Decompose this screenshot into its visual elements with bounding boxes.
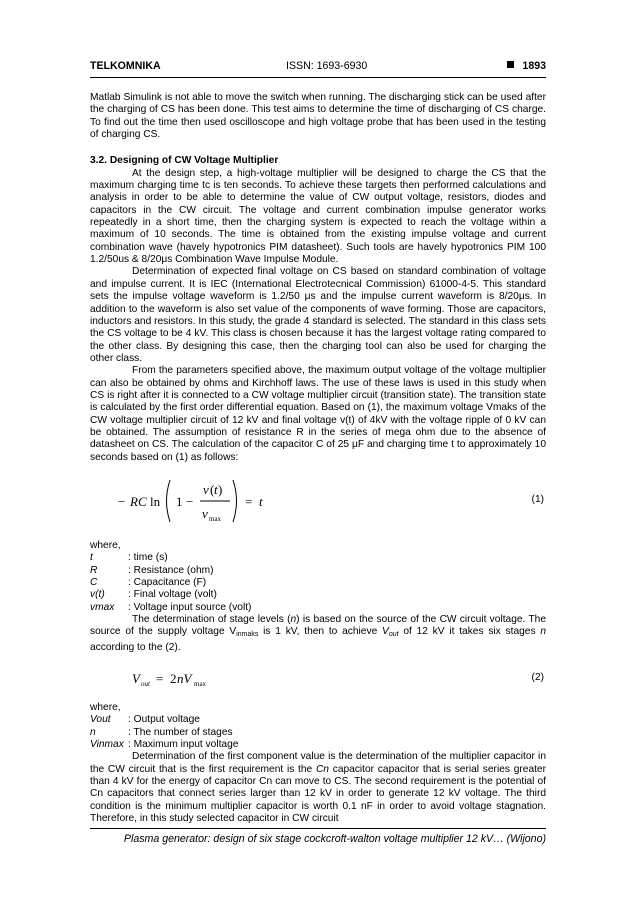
paragraph: At the design step, a high-voltage multiplier will be designed to charge the CS that the maximum charging time tc is ten seconds. To achieve these targets then performed calculations and analysis in order to be able to determine the value of CW output voltage, resistors, diodes and capacitors in the CW circuit. The voltage and current combination impulse generator works repeatedly in a short time, then the charging system is expected to reach the voltage within a maximum of 10 seconds. The time is obtained from the existing impulse voltage and current combination wave (havely hypotronics PIM datasheet). Such tools are havely hypotronics PIM 100 1.2/50us & 8/20μs Combination Wave Impulse Module. (90, 167, 546, 266)
paragraph: Determination of the first component value is the determination of the multiplier capacitor in the CW circuit that is the first requirement is the Cn capacitor capacitor that is serial series greater than 4 kV for the energy of capacitor Cn can move to CS. The second requirement is the potential of Cn capacitors that connect series larger than 12 kV in order to generate 12 kV voltage. The third condition is the minimum multiplier capacitor is worth 0.1 nF in order to avoid voltage stagnation. Therefore, in this study selected capacitor in CW circuit (90, 751, 546, 825)
equation-1-formula (90, 470, 280, 532)
footer-rule (90, 828, 546, 829)
where-label: where, (90, 702, 121, 714)
where-label: where, (90, 539, 121, 551)
definition-row: Vout : Output voltage (90, 714, 200, 726)
svg-text:=: = (245, 493, 253, 509)
svg-text:V: V (132, 671, 140, 687)
svg-text:ln: ln (150, 493, 161, 509)
equation-number: (1) (531, 493, 544, 505)
issn: ISSN: 1693-6930 (286, 60, 368, 72)
svg-text:): ) (218, 481, 223, 497)
journal-name: TELKOMNIKA (90, 60, 161, 72)
svg-text:max: max (194, 680, 207, 689)
paragraph: Matlab Simulink is not able to move the switch when running. The discharging stick can be used after the charging of CS has been done. This test aims to determine the time of discharging of CS charge. To find out the time then used oscilloscope and high voltage probe that has been used in the testing of charging CS. (90, 92, 546, 141)
svg-text:2: 2 (170, 671, 177, 687)
paragraph: The determination of stage levels (n) is based on the source of the CW circuit voltage. The source of the supply voltage $V_{inmaks}$ is 1 kV, then to achieve $V_{out}$ of 12 kV it takes six stages n according to the (2). (90, 614, 547, 653)
svg-text:−: − (186, 493, 194, 509)
svg-text:out: out (141, 680, 150, 689)
svg-text:RC: RC (130, 493, 147, 509)
svg-text:(: ( (210, 481, 215, 497)
svg-text:max: max (209, 514, 222, 523)
running-footer: Plasma generator: design of six stage cockcroft-walton voltage multiplier 12 kV… (Wijono) (123, 833, 546, 845)
definition-row: C : Capacitance (F) (90, 577, 207, 588)
definition-row: n : The number of stages (90, 726, 233, 738)
page-number: 1893 (507, 60, 546, 72)
svg-text:v: v (203, 481, 209, 497)
svg-text:nV: nV (177, 671, 192, 687)
equation-2 (90, 664, 546, 694)
page-body (90, 92, 546, 826)
svg-text:t: t (214, 481, 218, 497)
svg-text:=: = (156, 671, 164, 687)
svg-text:1: 1 (176, 493, 183, 509)
definition-row: v(t) : Final voltage (volt) (90, 589, 217, 601)
variable-definitions (90, 552, 546, 614)
equation-1 (90, 470, 546, 532)
svg-text:−: − (118, 493, 126, 509)
square-bullet-icon (507, 61, 514, 68)
header-rule (90, 77, 546, 78)
paragraph: Determination of expected final voltage on CS based on standard combination of voltage and impulse current. It is IEC (International Electrotecnical Commission) 61000-4-5. This standard sets the impulse voltage waveform is 1.2/50 μs and the impulse current waveform is 8/20μs. In addition to the waveform is also set value of the components of wave forming. Those are capacitors, inductors and resistors. In this study, the grade 4 standard is selected. The standard in this class sets the CS voltage to be 4 kV. This class is chosen because it has the largest voltage rating compared to the other class. By designing this case, then the charging tool can also be used for charging the other class. (90, 266, 546, 364)
definition-row: t : time (s) (90, 552, 168, 564)
svg-text:v: v (202, 505, 208, 521)
paragraph: From the parameters specified above, the maximum output voltage of the voltage multiplier can also be obtained by ohms and Kirchhoff laws. The use of these laws is used in this study when CS is right after it is connected to a CW voltage multiplier circuit (transition state). The transition state is calculated by the first order differential equation. Based on (1), the maximum voltage Vmaks of the CW voltage multiplier circuit of 12 kV and final voltage v(t) of 4kV with the voltage ripple of 0 kV can be obtained. The assumption of resistance R in the series of mega ohm due to the absence of datasheet on CS. The calculation of the capacitor C of 25 μF and charging time t to approximately 10 seconds based on (1) as follows: (90, 365, 546, 463)
section-heading: 3.2. Designing of CW Voltage Multiplier (90, 155, 279, 167)
running-header (90, 60, 546, 76)
variable-definitions (90, 714, 546, 751)
definition-row: Vinmax : Maximum input voltage (90, 739, 239, 751)
definition-row: vmax : Voltage input source (volt) (90, 601, 252, 613)
svg-text:t: t (259, 493, 263, 509)
definition-row: R : Resistance (ohm) (90, 564, 214, 576)
equation-number: (2) (531, 672, 544, 684)
equation-2-formula (90, 664, 240, 694)
